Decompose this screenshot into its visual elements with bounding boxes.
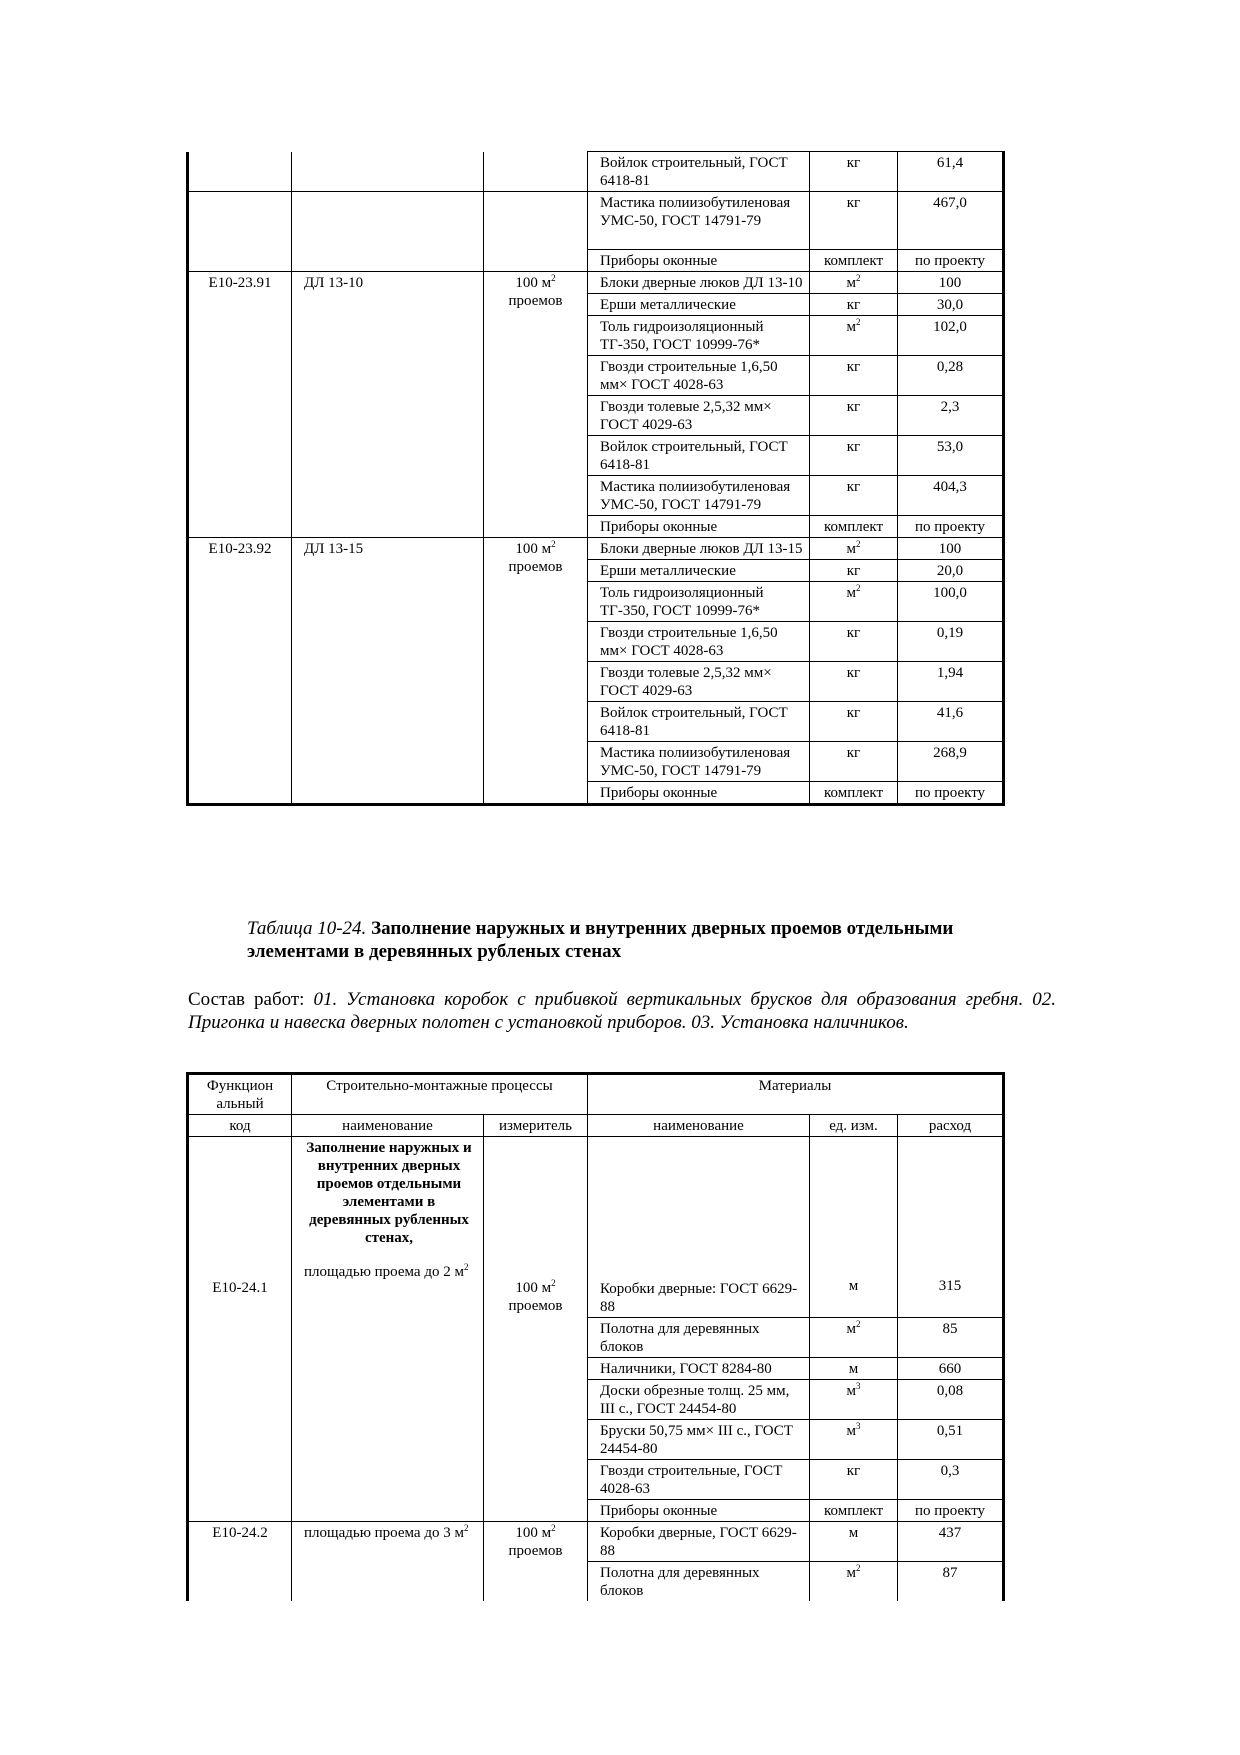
material-name: Коробки дверные: ГОСТ 6629-88 <box>588 1137 810 1318</box>
material-name: Приборы оконные <box>588 782 810 805</box>
material-name: Толь гидроизоляционный ТГ-350, ГОСТ 10999-76* <box>588 316 810 356</box>
material-value: 100 <box>898 272 1004 294</box>
material-value: 268,9 <box>898 742 1004 782</box>
caption-title: Заполнение наружных и внутренних дверных проемов отдельными элементами в деревянных рубленых стенах <box>247 918 954 962</box>
header-mat-unit: ед. изм. <box>810 1115 898 1137</box>
material-name: Приборы оконные <box>588 1500 810 1522</box>
material-value: по проекту <box>898 516 1004 538</box>
material-value: 41,6 <box>898 702 1004 742</box>
material-name: Толь гидроизоляционный ТГ-350, ГОСТ 10999-76* <box>588 582 810 622</box>
material-name: Войлок строительный, ГОСТ 6418-81 <box>588 152 810 192</box>
material-unit: кг <box>810 560 898 582</box>
material-unit: $м^2$ <box>810 582 898 622</box>
measure-cell: 100 $м^2$ проемов <box>484 1137 588 1522</box>
code-cell: Е10-24.2 <box>188 1522 292 1602</box>
material-unit: $м^2$ <box>810 272 898 294</box>
table-10-24 <box>186 1072 1005 1601</box>
material-name: Приборы оконные <box>588 250 810 272</box>
header-materials: Материалы <box>588 1074 1004 1115</box>
material-name: Блоки дверные люков ДЛ 13-10 <box>588 272 810 294</box>
header-mat-name: наименование <box>588 1115 810 1137</box>
material-value: 30,0 <box>898 294 1004 316</box>
material-value: 0,08 <box>898 1380 1004 1420</box>
material-name: Приборы оконные <box>588 516 810 538</box>
material-value: 0,3 <box>898 1460 1004 1500</box>
measure-cell: 100 $м^2$ проемов <box>484 538 588 805</box>
header-code: код <box>188 1115 292 1137</box>
material-value: 660 <box>898 1358 1004 1380</box>
material-name: Доски обрезные толщ. 25 мм, III с., ГОСТ 24454-80 <box>588 1380 810 1420</box>
material-unit: $м^3$ <box>810 1420 898 1460</box>
material-name: Ерши металлические <box>588 560 810 582</box>
table-row <box>188 1522 1004 1562</box>
process-cell: Заполнение наружных и внутренних дверных проемов отдельными элементами в деревянных рубленных стенах, площадью проема до 2 $м^2$ <box>292 1137 484 1522</box>
material-unit: комплект <box>810 250 898 272</box>
material-value: 404,3 <box>898 476 1004 516</box>
material-name: Бруски 50,75 мм× III с., ГОСТ 24454-80 <box>588 1420 810 1460</box>
material-value: 53,0 <box>898 436 1004 476</box>
material-unit: комплект <box>810 782 898 805</box>
header-proc-measure: измеритель <box>484 1115 588 1137</box>
material-value: по проекту <box>898 1500 1004 1522</box>
material-unit: кг <box>810 192 898 250</box>
material-unit: кг <box>810 702 898 742</box>
table-header-row <box>188 1074 1004 1115</box>
material-unit: кг <box>810 356 898 396</box>
code-cell: Е10-23.92 <box>188 538 292 805</box>
material-name: Полотна для деревянных блоков <box>588 1318 810 1358</box>
material-unit: кг <box>810 396 898 436</box>
material-value: 87 <box>898 1562 1004 1602</box>
material-value: 0,51 <box>898 1420 1004 1460</box>
material-value: 0,19 <box>898 622 1004 662</box>
table-row <box>188 250 1004 272</box>
material-unit: кг <box>810 622 898 662</box>
material-unit: комплект <box>810 516 898 538</box>
material-unit: м <box>810 1522 898 1562</box>
process-cell <box>292 152 484 192</box>
table-caption <box>247 917 1047 963</box>
material-unit: кг <box>810 294 898 316</box>
material-name: Гвозди толевые 2,5,32 мм× ГОСТ 4029-63 <box>588 396 810 436</box>
material-name: Гвозди толевые 2,5,32 мм× ГОСТ 4029-63 <box>588 662 810 702</box>
header-func-code: Функцион альный <box>188 1074 292 1115</box>
material-value: 20,0 <box>898 560 1004 582</box>
code-cell <box>188 152 292 192</box>
composition-text: 01. Установка коробок с прибивкой вертикальных брусков для образования гребня. 02. Пригонка и навеска дверных полотен с установкой приборов. 03. Установка наличников. <box>188 989 1056 1033</box>
header-proc-name: наименование <box>292 1115 484 1137</box>
material-name: Наличники, ГОСТ 8284-80 <box>588 1358 810 1380</box>
material-value: 102,0 <box>898 316 1004 356</box>
table-row <box>188 272 1004 294</box>
work-composition <box>188 988 1056 1034</box>
material-name: Мастика полиизобутиленовая УМС-50, ГОСТ 14791-79 <box>588 192 810 250</box>
material-unit: кг <box>810 436 898 476</box>
material-value: 0,28 <box>898 356 1004 396</box>
table-row <box>188 538 1004 560</box>
material-value: по проекту <box>898 250 1004 272</box>
material-name: Блоки дверные люков ДЛ 13-15 <box>588 538 810 560</box>
material-name: Ерши металлические <box>588 294 810 316</box>
material-value: 100,0 <box>898 582 1004 622</box>
material-name: Гвозди строительные, ГОСТ 4028-63 <box>588 1460 810 1500</box>
material-name: Мастика полиизобутиленовая УМС-50, ГОСТ 14791-79 <box>588 476 810 516</box>
material-name: Гвозди строительные 1,6,50 мм× ГОСТ 4028-63 <box>588 622 810 662</box>
caption-label: Таблица 10-24. <box>247 918 367 939</box>
material-name: Войлок строительный, ГОСТ 6418-81 <box>588 702 810 742</box>
material-unit: $м^3$ <box>810 1380 898 1420</box>
material-name: Полотна для деревянных блоков <box>588 1562 810 1602</box>
material-value: 61,4 <box>898 152 1004 192</box>
material-value: 85 <box>898 1318 1004 1358</box>
table-continuation <box>186 151 1005 806</box>
code-cell: Е10-23.91 <box>188 272 292 538</box>
code-cell: Е10-24.1 <box>188 1137 292 1522</box>
material-value: 2,3 <box>898 396 1004 436</box>
material-unit: м <box>810 1137 898 1318</box>
material-name: Коробки дверные, ГОСТ 6629-88 <box>588 1522 810 1562</box>
process-cell: ДЛ 13-15 <box>292 538 484 805</box>
material-unit: кг <box>810 662 898 702</box>
material-unit: $м^2$ <box>810 316 898 356</box>
material-unit: кг <box>810 1460 898 1500</box>
process-cell: площадью проема до 3 $м^2$ <box>292 1522 484 1602</box>
material-value: 100 <box>898 538 1004 560</box>
material-unit: кг <box>810 476 898 516</box>
measure-cell <box>484 152 588 192</box>
material-unit: комплект <box>810 1500 898 1522</box>
table-row <box>188 192 1004 250</box>
composition-label: Состав работ: <box>188 989 305 1010</box>
material-value: по проекту <box>898 782 1004 805</box>
table-subheader-row <box>188 1115 1004 1137</box>
material-value: 1,94 <box>898 662 1004 702</box>
material-name: Войлок строительный, ГОСТ 6418-81 <box>588 436 810 476</box>
material-unit: $м^2$ <box>810 1562 898 1602</box>
material-unit: $м^2$ <box>810 538 898 560</box>
material-unit: кг <box>810 152 898 192</box>
header-mat-consumption: расход <box>898 1115 1004 1137</box>
material-value: 437 <box>898 1522 1004 1562</box>
material-unit: $м^2$ <box>810 1318 898 1358</box>
measure-cell: 100 $м^2$ проемов <box>484 272 588 538</box>
material-name: Мастика полиизобутиленовая УМС-50, ГОСТ 14791-79 <box>588 742 810 782</box>
header-processes: Строительно-монтажные процессы <box>292 1074 588 1115</box>
material-unit: кг <box>810 742 898 782</box>
table-row <box>188 1137 1004 1318</box>
material-value: 467,0 <box>898 192 1004 250</box>
section-title: Заполнение наружных и внутренних дверных проемов отдельными элементами в деревянных рубленных стенах, <box>306 1140 472 1246</box>
measure-cell: 100 $м^2$ проемов <box>484 1522 588 1602</box>
material-value: 315 <box>898 1137 1004 1318</box>
process-cell: ДЛ 13-10 <box>292 272 484 538</box>
material-unit: м <box>810 1358 898 1380</box>
material-name: Гвозди строительные 1,6,50 мм× ГОСТ 4028-63 <box>588 356 810 396</box>
table-row <box>188 152 1004 192</box>
